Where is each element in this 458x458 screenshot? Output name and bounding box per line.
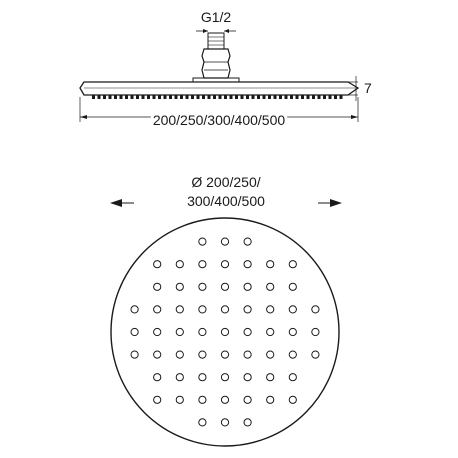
nozzle-hole [267,396,274,403]
nozzle-hole [176,374,183,381]
nozzle-tooth [103,95,106,99]
nozzle-hole [154,396,161,403]
nozzle-tooth [92,95,95,99]
diameter-arrow-left [110,199,134,207]
nozzle-hole [154,328,161,335]
nozzle-hole [267,283,274,290]
nozzle-hole [267,374,274,381]
nozzle-hole [199,351,206,358]
nozzle-hole [312,328,319,335]
nozzle-tooth [235,95,238,99]
nozzle-hole [244,306,251,313]
nozzle-holes [131,238,319,426]
nozzle-tooth [301,95,304,99]
nozzle-hole [154,261,161,268]
nozzle-hole [154,351,161,358]
nozzle-tooth [98,95,101,99]
nozzle-hole [221,396,228,403]
nozzle-hole [244,261,251,268]
top-view [110,174,342,446]
nozzle-hole [289,283,296,290]
nozzle-hole [176,283,183,290]
shower-plate-outline [111,218,339,446]
thickness-dimension [348,76,372,101]
nozzle-hole [221,351,228,358]
nozzle-tooth [285,95,288,99]
diameter-arrow-right [318,199,342,207]
nozzle-hole [267,306,274,313]
nozzle-tooth [213,95,216,99]
nozzle-hole [199,419,206,426]
nozzle-hole [199,328,206,335]
nozzle-tooth [191,95,194,99]
nozzle-hole [176,328,183,335]
nozzle-hole [289,374,296,381]
nozzle-tooth [340,95,343,99]
nozzle-hole [154,374,161,381]
nozzle-tooth [290,95,293,99]
nozzle-hole [131,351,138,358]
nozzle-tooth [268,95,271,99]
nozzle-hole [199,238,206,245]
nozzle-tooth [131,95,134,99]
nozzle-hole [289,328,296,335]
nozzle-hole [244,283,251,290]
nozzle-hole [176,261,183,268]
nozzle-hole [289,306,296,313]
nozzle-tooth [219,95,222,99]
nozzle-tooth [230,95,233,99]
side-view [80,9,372,128]
width-dimension [80,97,358,128]
connection-dimension-arrows [196,29,236,33]
nozzle-hole [312,351,319,358]
nozzle-tooth [147,95,150,99]
nozzle-hole [176,396,183,403]
connection-size-label: G1/2 [200,9,232,25]
nozzle-hole [154,306,161,313]
nozzle-hole [199,283,206,290]
nozzle-hole [176,306,183,313]
nozzle-hole [244,419,251,426]
nozzle-tooth [329,95,332,99]
nozzle-hole [267,351,274,358]
nozzle-hole [199,374,206,381]
nozzle-tooth [274,95,277,99]
nozzle-hole [176,351,183,358]
nozzle-tooth [307,95,310,99]
diameter-label-line1: Ø 200/250/ [191,174,261,190]
nozzle-hole [289,261,296,268]
nozzle-tooth [263,95,266,99]
nozzle-hole [289,396,296,403]
nozzle-hole [221,261,228,268]
nozzle-tooth [169,95,172,99]
nozzle-tooth [114,95,117,99]
nozzle-hole [221,306,228,313]
nozzle-tooth [202,95,205,99]
nozzle-tooth [246,95,249,99]
nozzle-hole [221,374,228,381]
nozzle-tooth [197,95,200,99]
nozzle-tooth [334,95,337,99]
shower-plate-side [80,82,358,99]
nozzle-hole [244,374,251,381]
nozzle-hole [131,328,138,335]
nozzle-tooth [252,95,255,99]
nozzle-hole [244,351,251,358]
nozzle-tooth [296,95,299,99]
nozzle-hole [131,306,138,313]
diameter-label-line2: 300/400/500 [187,193,265,209]
nozzle-tooth [257,95,260,99]
nozzle-tooth [224,95,227,99]
nozzle-hole [154,283,161,290]
nozzle-hole [199,306,206,313]
nozzle-tooth [109,95,112,99]
nozzle-hole [244,328,251,335]
nozzle-tooth [323,95,326,99]
nozzle-hole [221,283,228,290]
nozzle-hole [312,306,319,313]
nozzle-tooth [164,95,167,99]
nozzle-tooth [241,95,244,99]
nozzle-hole [199,396,206,403]
nozzle-tooth [125,95,128,99]
nozzle-hole [221,419,228,426]
nozzle-tooth [318,95,321,99]
thickness-label: 7 [364,80,372,96]
nozzle-hole [289,351,296,358]
nozzle-hole [199,261,206,268]
threaded-connector [193,33,239,82]
nozzle-hole [244,238,251,245]
nozzle-tooth [312,95,315,99]
nozzle-tooth [186,95,189,99]
nozzle-hole [221,328,228,335]
nozzle-tooth [153,95,156,99]
nozzle-hole [267,328,274,335]
nozzle-tooth [120,95,123,99]
nozzle-tooth [142,95,145,99]
width-label: 200/250/300/400/500 [152,112,286,128]
nozzle-tooth [208,95,211,99]
nozzle-tooth [180,95,183,99]
nozzle-tooth [158,95,161,99]
nozzle-tooth [136,95,139,99]
nozzle-hole [244,396,251,403]
nozzle-hole [267,261,274,268]
nozzle-tooth [279,95,282,99]
nozzle-tooth [175,95,178,99]
nozzle-hole [221,238,228,245]
